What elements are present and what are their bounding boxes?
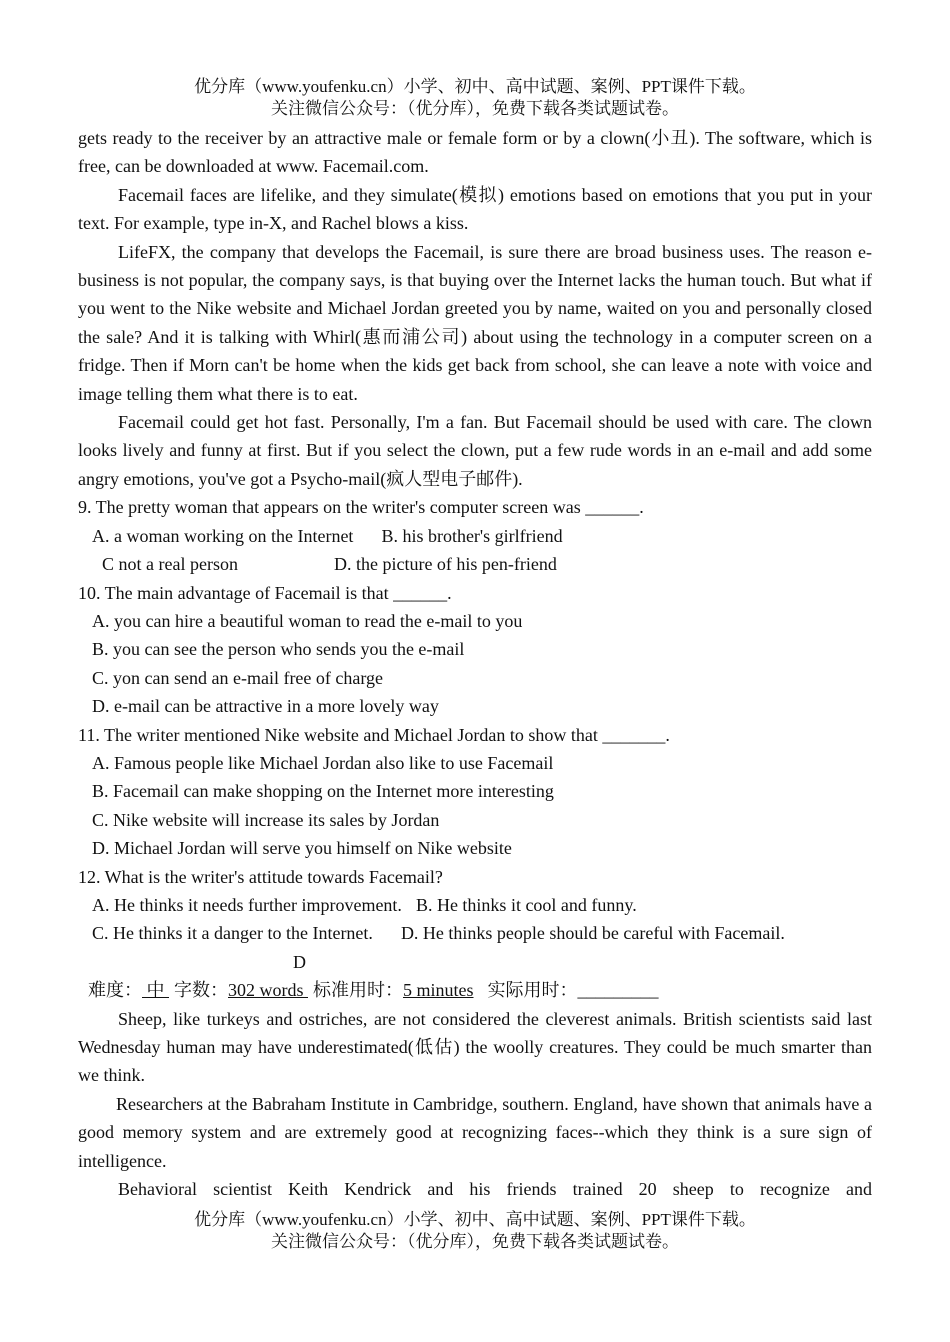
- question-9-option-d: D. the picture of his pen-friend: [333, 554, 557, 575]
- document-body: [78, 124, 872, 1203]
- question-10-option-b: B. you can see the person who sends you the e-mail: [92, 639, 465, 660]
- question-9-option-a: A. a woman working on the Internet: [92, 525, 354, 546]
- passage-c-paragraph-1: gets ready to the receiver by an attractive male or female form or by a clown(小丑). The software, which is free, can be downloaded at www. Facemail.com.: [78, 128, 872, 177]
- passage-d-meta: [78, 976, 872, 1004]
- question-12-option-b: B. He thinks it cool and funny.: [415, 894, 637, 915]
- passage-c-paragraph-2: Facemail faces are lifelike, and they simulate(模拟) emotions based on emotions that you put in your text. For example, type in-X, and Rachel blows a kiss.: [78, 184, 872, 234]
- footer-line-2: 关注微信公众号：（优分库），免费下载各类试题试卷。: [271, 1232, 679, 1251]
- question-9-option-c: C not a real person: [102, 554, 238, 575]
- page-header: [0, 76, 950, 120]
- word-count-label: 字数：: [174, 980, 228, 1001]
- question-10-stem: 10. The main advantage of Facemail is that ______.: [78, 582, 452, 603]
- question-12-options-row-1: [78, 891, 872, 919]
- passage-d-paragraph-1: Sheep, like turkeys and ostriches, are not considered the cleverest animals. British scientists said last Wednesday human may have underestimated(低估) the woolly creatures. They could be much smarter than we think.: [78, 1008, 872, 1086]
- question-12-option-a: A. He thinks it needs further improvement.: [92, 894, 402, 915]
- question-11-option-a: A. Famous people like Michael Jordan also like to use Facemail: [92, 752, 554, 773]
- question-9-option-b: B. his brother's girlfriend: [381, 525, 563, 546]
- question-10-option-d: D. e-mail can be attractive in a more lovely way: [92, 696, 439, 717]
- passage-c-paragraph-4: Facemail could get hot fast. Personally, I'm a fan. But Facemail should be used with care. The clown looks lively and funny at first. But if you select the clown, put a few rude words in an e-mail and add some angry emotions, you've got a Psycho-mail(疯人型电子邮件).: [78, 412, 872, 489]
- difficulty-value: 中: [142, 980, 169, 1001]
- actual-time-label: 实际用时：: [487, 980, 578, 1001]
- standard-time-value: 5 minutes: [403, 980, 474, 1001]
- question-10-option-a: A. you can hire a beautiful woman to read the e-mail to you: [92, 610, 523, 631]
- question-9-options-row-2: [78, 550, 872, 578]
- question-11-stem: 11. The writer mentioned Nike website and Michael Jordan to show that _______.: [78, 724, 670, 745]
- header-line-2: 关注微信公众号：（优分库），免费下载各类试题试卷。: [271, 99, 679, 118]
- question-12-option-d: D. He thinks people should be careful with Facemail.: [400, 923, 785, 944]
- question-9-options-row-1: [78, 522, 872, 550]
- standard-time-label: 标准用时：: [313, 980, 403, 1001]
- question-11-option-d: D. Michael Jordan will serve you himself on Nike website: [92, 838, 512, 859]
- passage-c-paragraph-3: LifeFX, the company that develops the Facemail, is sure there are broad business uses. The reason e-business is not popular, the company says, is that buying over the Internet lacks the human touch. But what if you went to the Nike website and Michael Jordan greeted you by name, waited on you and personally closed the sale? And it is talking with Whirl(惠而浦公司) about using the technology in a computer screen on a fridge. Then if Morn can't be home when the kids get back from school, she can leave a note with voice and image telling them what there is to eat.: [78, 241, 872, 404]
- question-10-option-c: C. yon can send an e-mail free of charge: [92, 667, 384, 688]
- question-11-option-c: C. Nike website will increase its sales by Jordan: [92, 809, 440, 830]
- passage-d-paragraph-3: Behavioral scientist Keith Kendrick and his friends trained 20 sheep to recognize and: [118, 1179, 872, 1200]
- word-count-value: 302 words: [228, 980, 308, 1001]
- question-12-stem: 12. What is the writer's attitude towards Facemail?: [78, 866, 443, 887]
- question-12-options-row-2: [78, 919, 872, 947]
- page-footer: [0, 1209, 950, 1253]
- question-12-option-c: C. He thinks it a danger to the Internet.: [92, 923, 373, 944]
- passage-d-label: D: [293, 951, 306, 972]
- question-11-option-b: B. Facemail can make shopping on the Internet more interesting: [92, 781, 554, 802]
- actual-time-blank: _________: [577, 980, 659, 1001]
- footer-line-1: 优分库（www.youfenku.cn）小学、初中、高中试题、案例、PPT课件下载。: [194, 1210, 756, 1229]
- question-9-stem: 9. The pretty woman that appears on the writer's computer screen was ______.: [78, 497, 644, 518]
- passage-d-paragraph-2: Researchers at the Babraham Institute in Cambridge, southern. England, have shown that animals have a good memory system and are extremely good at recognizing faces--which they think is a sure sign of intelligence.: [78, 1093, 872, 1171]
- difficulty-label: 难度：: [88, 980, 142, 1001]
- header-line-1: 优分库（www.youfenku.cn）小学、初中、高中试题、案例、PPT课件下载。: [194, 77, 756, 96]
